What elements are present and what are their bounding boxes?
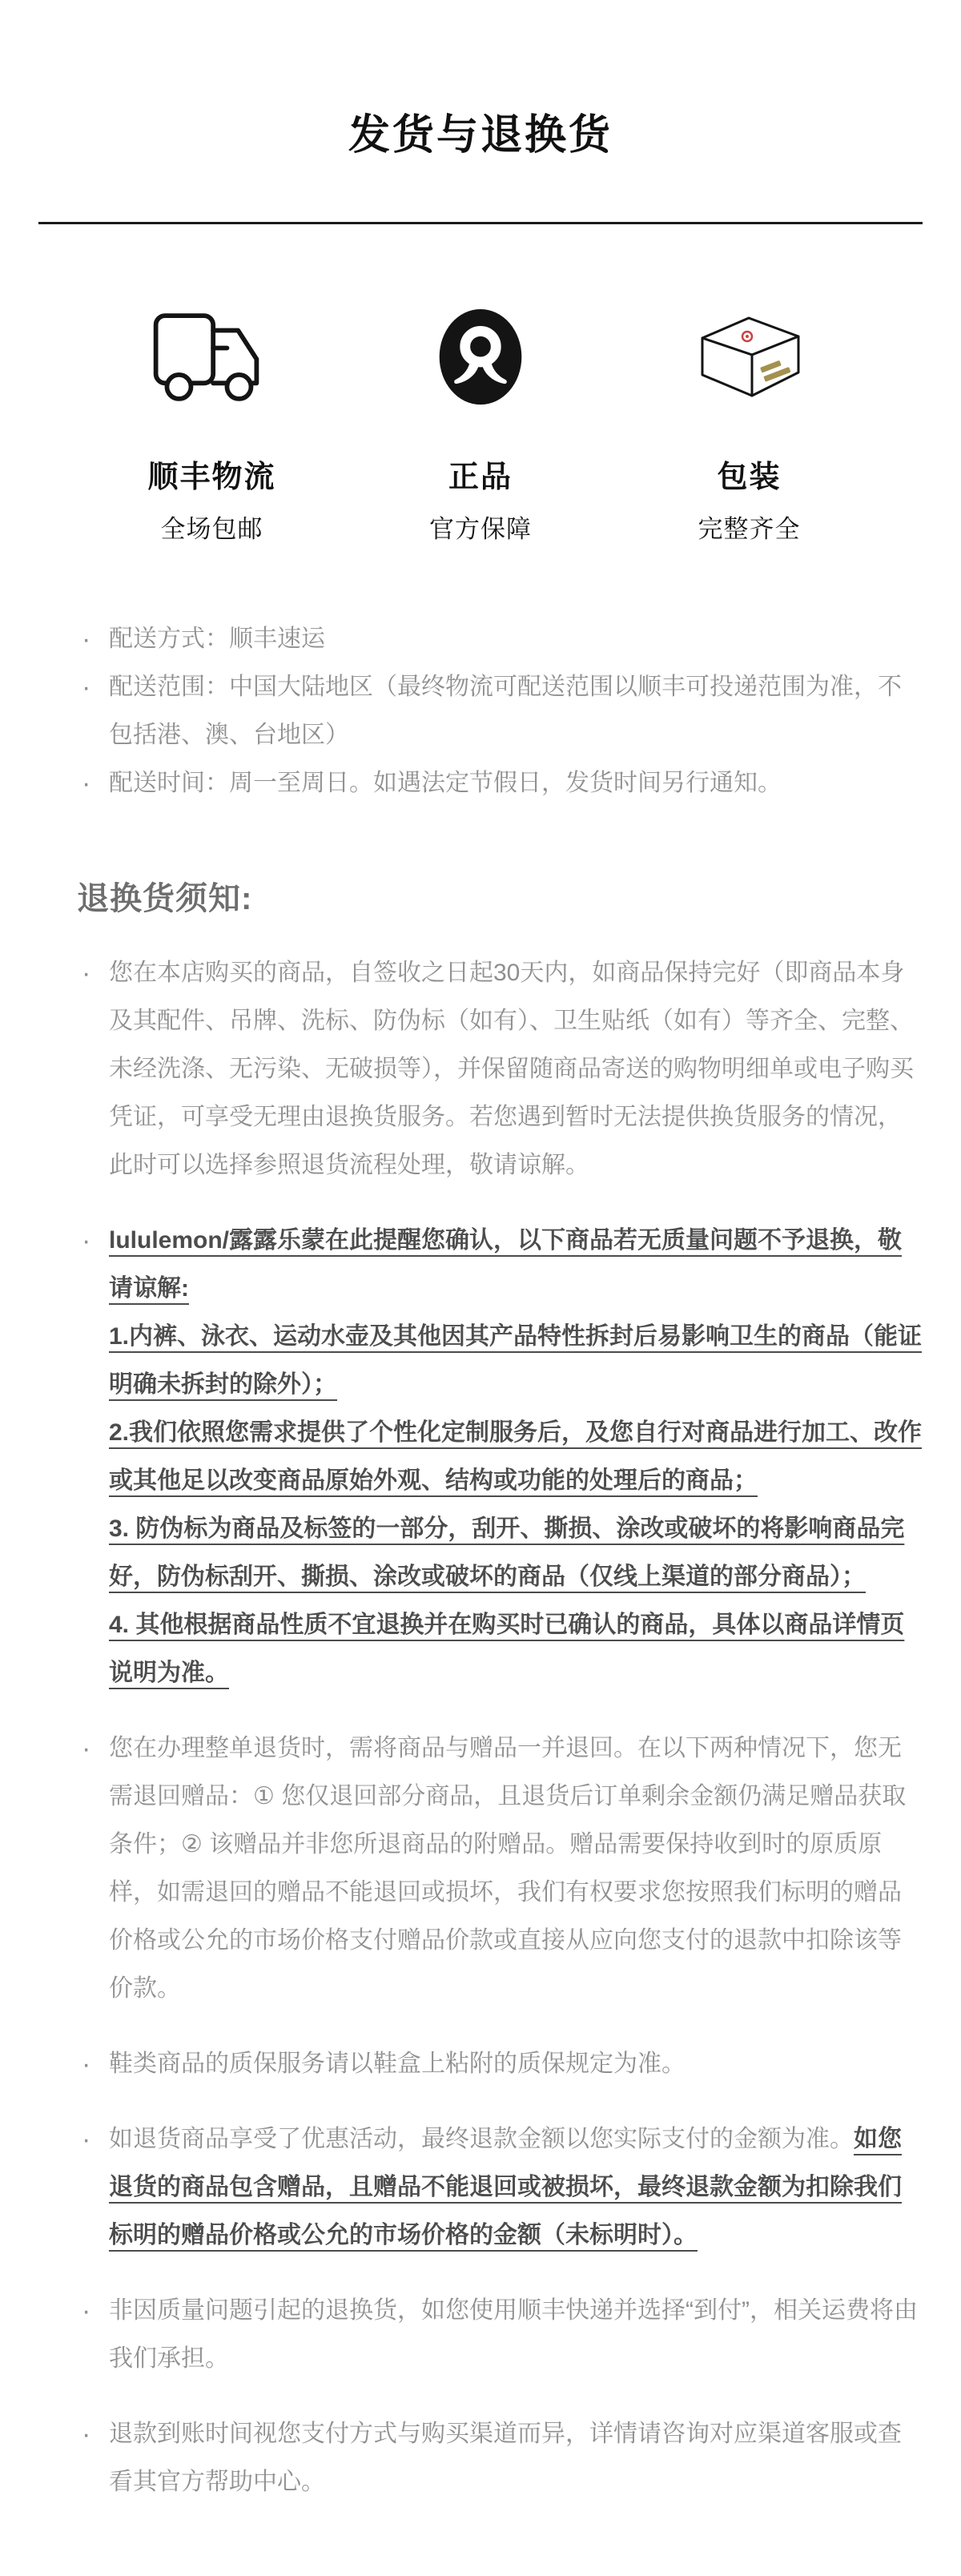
notice-item [80, 1725, 923, 2013]
feature-sublabel: 全场包邮 [160, 515, 263, 543]
notice-text-emphasis: 如您退货的商品包含赠品，且赠品不能退回或被损坏，最终退款金额为扣除我们标明的赠品价格或公允的市场价格的金额（未标明时）。 [109, 2126, 902, 2248]
notice-text: 退款到账时间视您支付方式与购买渠道而异，详情请咨询对应渠道客服或查看其官方帮助中心。 [109, 2421, 902, 2495]
list-item [80, 759, 923, 807]
delivery-text: 配送方式：顺丰速运 [109, 626, 325, 652]
notice-item [80, 2040, 923, 2088]
truck-icon [152, 301, 272, 413]
delivery-text: 配送时间：周一至周日。如遇法定节假日，发货时间另行通知。 [109, 770, 782, 796]
notice-text-emphasis: 4. 其他根据商品性质不宜退换并在购买时已确认的商品，具体以商品详情页说明为准。 [109, 1612, 905, 1686]
list-item [80, 615, 923, 663]
lululemon-logo-icon [436, 301, 525, 413]
notice-text: 您在本店购买的商品，自签收之日起30天内，如商品保持完好（即商品本身及其配件、吊牌、洗标、防伪标（如有）、卫生贴纸（如有）等齐全、完整、未经洗涤、无污染、无破损等），并保留随商品寄送的购物明细单或电子购买凭证，可享受无理由退换货服务。若您遇到暂时无法提供换货服务的情况，此时可以选择参照退货流程处理，敬请谅解。 [109, 960, 914, 1178]
returns-list [0, 949, 961, 2506]
feature-label: 顺丰物流 [147, 461, 276, 494]
notice-text: 您在办理整单退货时，需将商品与赠品一并退回。在以下两种情况下，您无需退回赠品：① 您仅退回部分商品，且退货后订单剩余金额仍满足赠品获取条件；② 该赠品并非您所退商品的附赠品。赠品需要保持收到时的原质原样，如需退回的赠品不能退回或损坏，我们有权要求您按照我们标明的赠品价格或公允的市场价格支付赠品价款或直接从应向您支付的退款中扣除该等价款。 [109, 1735, 907, 2002]
notice-text-emphasis: lululemon/露露乐蒙在此提醒您确认，以下商品若无质量问题不予退换，敬请谅解: [109, 1227, 902, 1302]
notice-item [80, 2410, 923, 2506]
notice-text-emphasis: 1.内裤、泳衣、运动水壶及其他因其产品特性拆封后易影响卫生的商品（能证明确未拆封的除外）； [109, 1323, 923, 1398]
notice-item [80, 2287, 923, 2383]
feature-label: 包装 [717, 461, 782, 494]
page-title: 发货与退换货 [348, 112, 613, 159]
feature-shipping [90, 301, 334, 545]
notice-item [80, 1217, 923, 1697]
package-box-icon [696, 301, 803, 413]
notice-item [80, 2115, 923, 2260]
notice-text-emphasis: 2.我们依照您需求提供了个性化定制服务后，及您自行对商品进行加工、改作或其他足以改变商品原始外观、结构或功能的处理后的商品； [109, 1419, 923, 1494]
title-divider [38, 222, 923, 224]
feature-authentic [359, 301, 603, 545]
feature-label: 正品 [448, 461, 513, 494]
feature-packaging [627, 301, 871, 545]
feature-sublabel: 完整齐全 [698, 515, 801, 543]
notice-text-emphasis: 3. 防伪标为商品及标签的一部分，刮开、撕损、涂改或破坏的将影响商品完好，防伪标刮开、撕损、涂改或破坏的商品（仅线上渠道的部分商品）； [109, 1515, 905, 1590]
notice-item [80, 949, 923, 1189]
notice-text: 鞋类商品的质保服务请以鞋盒上粘附的质保规定为准。 [109, 2051, 686, 2077]
returns-heading: 退换货须知: [77, 881, 253, 916]
delivery-text: 配送范围：中国大陆地区（最终物流可配送范围以顺丰可投递范围为准，不包括港、澳、台地区） [109, 674, 902, 748]
feature-sublabel: 官方保障 [429, 515, 532, 543]
delivery-info-list [0, 615, 961, 807]
notice-text: 如退货商品享受了优惠活动，最终退款金额以您实际支付的金额为准。 [109, 2126, 854, 2152]
notice-text: 非因质量问题引起的退换货，如您使用顺丰快递并选择“到付”，相关运费将由我们承担。 [109, 2297, 918, 2372]
features-row [0, 301, 961, 545]
list-item [80, 663, 923, 759]
